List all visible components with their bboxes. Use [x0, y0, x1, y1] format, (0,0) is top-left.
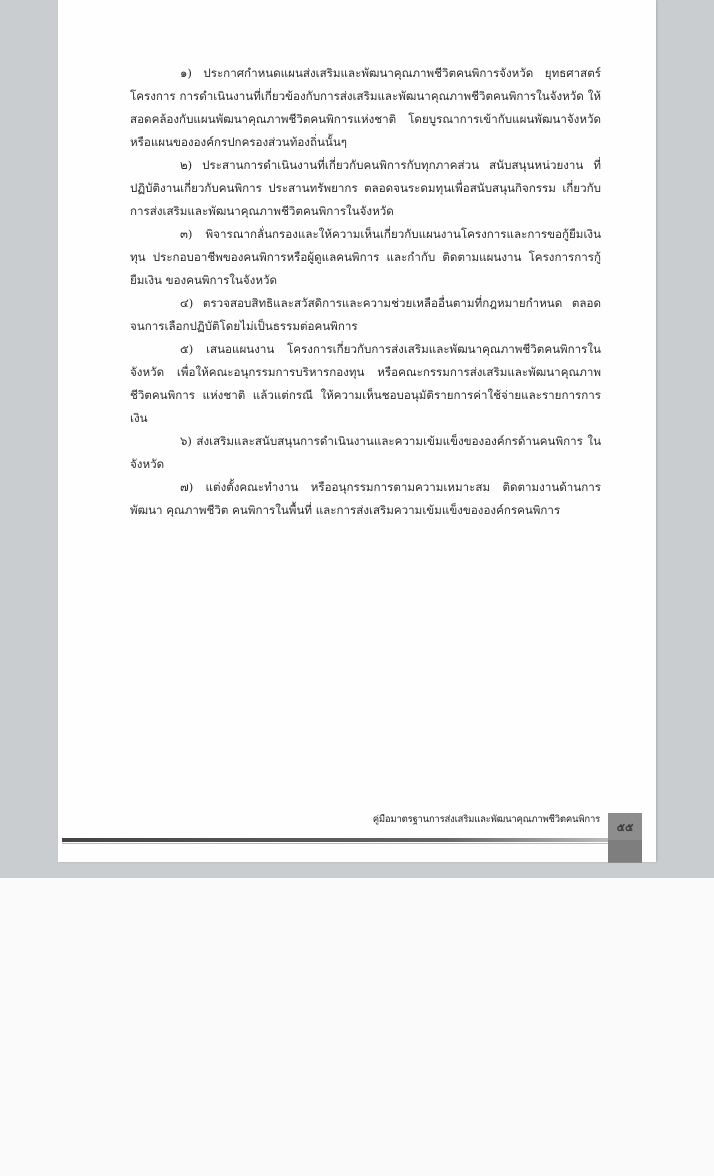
- paragraph-5: ๕) เสนอแผนงาน โครงการเกี่ยวกับการส่งเสริมและพัฒนาคุณภาพชีวิตคนพิการในจังหวัด เพื่อให้คณะอนุกรรมการบริหารกองทุน หรือคณะกรรมการส่งเสริมและพัฒนาคุณภาพชีวิตคนพิการ แห่งชาติ แล้วแต่กรณี ให้ความเห็นชอบอนุมัติรายการค่าใช้จ่ายและรายการการเงิน: [130, 342, 601, 425]
- paragraph-1: ๑) ประกาศกำหนดแผนส่งเสริมและพัฒนาคุณภาพชีวิตคนพิการจังหวัด ยุทธศาสตร์ โครงการ การดำเนินงานที่เกี่ยวข้องกับการส่งเสริมและพัฒนาคุณภาพชีวิตคนพิการในจังหวัด ให้สอดคล้องกับแผนพัฒนาคุณภาพชีวิตคนพิการแห่งชาติ โดยบูรณาการเข้ากับแผนพัฒนาจังหวัด หรือแผนขององค์กรปกครองส่วนท้องถิ่นนั้นๆ: [130, 66, 601, 149]
- paragraph-4: ๔) ตรวจสอบสิทธิและสวัสดิการและความช่วยเหลืออื่นตามที่กฎหมายกำหนด ตลอดจนการเลือกปฏิบัติโดยไม่เป็นธรรมต่อคนพิการ: [130, 296, 601, 333]
- paragraph-2: ๒) ประสานการดำเนินงานที่เกี่ยวกับคนพิการกับทุกภาคส่วน สนับสนุนหน่วยงาน ที่ปฏิบัติงานเกี่ยวกับคนพิการ ประสานทรัพยากร ตลอดจนระดมทุนเพื่อสนับสนุนกิจกรรม เกี่ยวกับการส่งเสริมและพัฒนาคุณภาพชีวิตคนพิการในจังหวัด: [130, 158, 601, 218]
- page-number: ๕๕: [616, 821, 634, 834]
- body-text: [130, 62, 601, 522]
- document-page: [58, 0, 656, 862]
- footer-title: คู่มือมาตรฐานการส่งเสริมและพัฒนาคุณภาพชีวิตคนพิการ: [372, 814, 600, 825]
- paragraph-3: ๓) พิจารณากลั่นกรองและให้ความเห็นเกี่ยวกับแผนงานโครงการและการขอกู้ยืมเงินทุน ประกอบอาชีพของคนพิการหรือผู้ดูแลคนพิการ และกำกับ ติดตามแผนงาน โครงการการกู้ยืมเงิน ของคนพิการในจังหวัด: [130, 227, 601, 287]
- paragraph-7: ๗) แต่งตั้งคณะทำงาน หรืออนุกรรมการตามความเหมาะสม ติดตามงานด้านการพัฒนา คุณภาพชีวิต คนพิการในพื้นที่ และการส่งเสริมความเข้มแข็งขององค์กรคนพิการ: [130, 480, 601, 517]
- paragraph-6: ๖) ส่งเสริมและสนับสนุนการดำเนินงานและความเข้มแข็งขององค์กรด้านคนพิการ ในจังหวัด: [130, 434, 601, 471]
- page-number-tab-shade: [608, 840, 642, 862]
- footer-rule-thin: [62, 843, 608, 844]
- footer-rule: [62, 838, 608, 842]
